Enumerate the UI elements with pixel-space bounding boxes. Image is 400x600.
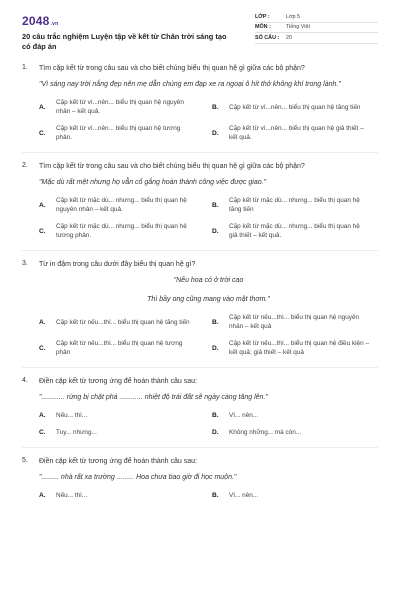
question-3 (22, 260, 378, 357)
option-text: Tuy... nhưng... (56, 429, 97, 436)
option-letter: A. (39, 201, 46, 209)
question-text: Tìm cặp kết từ trong câu sau và cho biết chúng biểu thị quan hệ gì giữa các bộ phận? (39, 163, 305, 170)
meta-value: Tiếng Việt (286, 24, 310, 31)
question-number: 2. (22, 162, 28, 169)
option-text: Cặp kết từ nếu...thì... biểu thị quan hệ tương phản (56, 340, 183, 356)
question-5 (22, 457, 378, 500)
option-letter: D. (212, 227, 219, 235)
option-letter: B. (212, 492, 219, 499)
answer-option-a[interactable] (39, 196, 212, 214)
answer-options (39, 411, 378, 437)
option-letter: A. (39, 318, 46, 326)
header-left (22, 14, 232, 64)
option-letter: B. (212, 103, 219, 111)
option-text: Cặp kết từ vì...nên... biểu thị quan hệ tương phản. (56, 125, 181, 141)
meta-value: Lớp 5 (286, 13, 301, 20)
answer-option-a[interactable] (39, 98, 212, 116)
question-number: 3. (22, 260, 28, 267)
question-quote: "Nếu hoa có ở trời cao (173, 277, 244, 284)
question-divider (22, 367, 378, 368)
option-text: Cặp kết từ nếu...thì... biểu thị quan hệ nguyên nhân – kết quả (229, 314, 360, 330)
logo-main: 2048 (22, 14, 50, 28)
question-divider (22, 152, 378, 153)
answer-option-d[interactable] (212, 124, 385, 142)
answer-option-b[interactable] (212, 491, 385, 500)
question-number: 1. (22, 64, 28, 71)
option-letter: D. (212, 344, 219, 352)
option-letter: A. (39, 412, 46, 419)
meta-row (255, 23, 378, 34)
option-letter: C. (39, 429, 46, 436)
question-number: 5. (22, 457, 28, 464)
option-text: Cặp kết từ mặc dù... nhưng... biểu thị quan hệ nguyên nhân – kết quả. (56, 197, 187, 213)
answer-options (39, 196, 378, 240)
option-letter: B. (212, 201, 219, 209)
answer-options (39, 98, 378, 142)
answer-options (39, 313, 378, 357)
meta-row (255, 33, 378, 44)
option-text: Cặp kết từ vì...nên... biểu thị quan hệ giả thiết – kết quả. (229, 125, 364, 141)
option-text: Cặp kết từ vì...nên... biểu thị quan hệ nguyên nhân – kết quả. (56, 99, 184, 115)
option-text: Cặp kết từ nếu...thì... biểu thị quan hệ tăng tiến (56, 318, 190, 326)
quiz-meta (255, 12, 378, 64)
page-header (22, 0, 378, 64)
answer-option-b[interactable] (212, 411, 385, 420)
answer-option-d[interactable] (212, 428, 385, 437)
answer-option-a[interactable] (39, 411, 212, 420)
option-text: Vì... nên... (229, 412, 259, 419)
question-1 (22, 64, 378, 142)
question-quote: "Vì sáng nay trời nắng đẹp nên mẹ dẫn chúng em đạp xe ra ngoại ô hít thở không khí trong lành." (39, 81, 341, 88)
option-letter: B. (212, 318, 219, 326)
answer-option-b[interactable] (212, 196, 385, 214)
answer-option-b[interactable] (212, 313, 385, 331)
question-quote: "Mặc dù rất mệt nhưng họ vẫn cố gắng hoàn thành công việc được giao." (39, 179, 267, 186)
option-text: Nếu... thì... (56, 412, 88, 419)
answer-option-a[interactable] (39, 491, 212, 500)
option-text: Cặp kết từ nếu...thì... biểu thị quan hệ điều kiện – kết quả; giả thiết – kết quả (229, 340, 369, 356)
meta-value: 20 (286, 34, 292, 41)
site-logo[interactable] (22, 14, 232, 28)
question-quote: "......... nhà rất xa trường ......... Hoa chưa bao giờ đi học muộn." (39, 474, 237, 481)
question-text: Tìm cặp kết từ trong câu sau và cho biết chúng biểu thị quan hệ gì giữa các bộ phận? (39, 65, 305, 72)
option-text: Cặp kết từ mặc dù... nhưng... biểu thị quan hệ tăng tiến (229, 197, 360, 213)
question-quote: Thì bầy ong cũng mang vào mật thơm." (147, 296, 270, 303)
option-text: Không những... mà còn... (229, 429, 302, 436)
question-divider (22, 250, 378, 251)
option-letter: D. (212, 129, 219, 137)
question-text: Điền cặp kết từ tương ứng để hoàn thành câu sau: (39, 378, 197, 385)
option-text: Nếu... thì... (56, 492, 88, 499)
option-text: Cặp kết từ mặc dù... nhưng... biểu thị quan hệ tương phản. (56, 223, 187, 239)
logo-sub: .vn (50, 21, 59, 27)
meta-label: MÔN : (255, 24, 271, 31)
answer-options (39, 491, 378, 500)
option-letter: B. (212, 412, 219, 419)
question-list (22, 64, 378, 500)
answer-option-c[interactable] (39, 222, 212, 240)
option-letter: A. (39, 492, 46, 499)
option-letter: C. (39, 227, 46, 235)
meta-label: LỚP : (255, 13, 270, 20)
question-2 (22, 162, 378, 240)
answer-option-c[interactable] (39, 124, 212, 142)
option-text: Cặp kết từ mặc dù... nhưng... biểu thị quan hệ giả thiết – kết quả. (229, 223, 360, 239)
question-text: Điền cặp kết từ tương ứng để hoàn thành câu sau: (39, 458, 197, 465)
answer-option-d[interactable] (212, 339, 385, 357)
answer-option-c[interactable] (39, 339, 212, 357)
question-text: Từ in đậm trong câu dưới đây biểu thị quan hệ gì? (39, 261, 196, 268)
page-title: 20 câu trắc nghiệm Luyện tập về kết từ Chân trời sáng tạo có đáp án (22, 32, 227, 51)
option-letter: C. (39, 344, 46, 352)
answer-option-d[interactable] (212, 222, 385, 240)
option-letter: D. (212, 429, 219, 436)
meta-row (255, 12, 378, 23)
option-text: Cặp kết từ vì...nên... biểu thị quan hệ tăng tiến (229, 103, 361, 111)
question-number: 4. (22, 377, 28, 384)
option-letter: C. (39, 129, 46, 137)
question-divider (22, 447, 378, 448)
option-text: Vì... nên... (229, 492, 259, 499)
meta-label: SỐ CÂU : (255, 34, 280, 41)
answer-option-c[interactable] (39, 428, 212, 437)
option-letter: A. (39, 103, 46, 111)
question-quote: "............ rừng bị chặt phá ............ nhiệt độ trái đất sẽ ngày càng tăng lên." (39, 394, 268, 401)
answer-option-a[interactable] (39, 313, 212, 331)
answer-option-b[interactable] (212, 98, 385, 116)
question-4 (22, 377, 378, 437)
